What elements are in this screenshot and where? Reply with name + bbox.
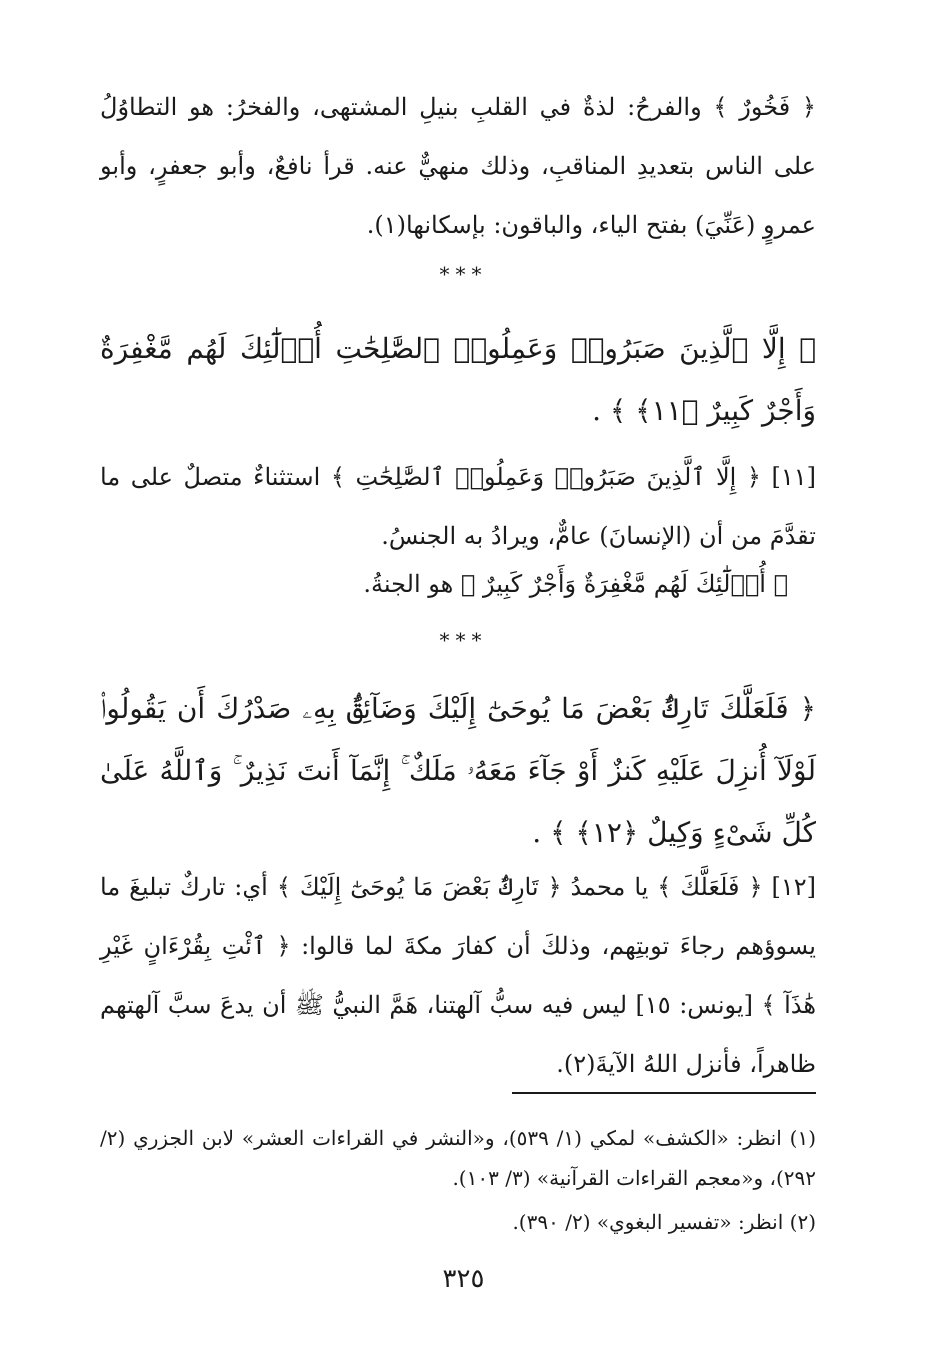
footnote-divider bbox=[512, 1092, 816, 1094]
tafsir-verse-12: [١٢] ﴿ فَلَعَلَّكَ ﴾ يا محمدُ ﴿ تَارِكٌۢ بَعْضَ مَا يُوحَىٰٓ إِلَيْكَ ﴾ أي: تاركٌ تبليغَ ما يسوؤهم رجاءَ توبتِهم، وذلكَ أن كفارَ مكةَ لما قالوا: ﴿ ٱئْتِ بِقُرْءَانٍ غَيْرِ هَٰذَآ ﴾ [يونس: ١٥] ليس فيه سبُّ آلهتنا، هَمَّ النبيُّ ﷺ أن يدعَ سبَّ آلهتهم ظاهراً، فأنزل اللهُ الآيةَ(٢). bbox=[100, 873, 816, 1078]
tafsir-verse-11: [١١] ﴿ إِلَّا ٱلَّذِينَ صَبَرُوا۟ وَعَمِلُوا۟ ٱلصَّٰلِحَٰتِ ﴾ استثناءٌ متصلٌ على ما تقدَّمَ من أن (الإنسانَ) عامٌّ، ويرادُ به الجنسُ. bbox=[100, 463, 816, 550]
quran-verse-12: ﴿ فَلَعَلَّكَ تَارِكٌۢ بَعْضَ مَا يُوحَىٰٓ إِلَيْكَ وَضَآئِقٌۢ بِهِۦ صَدْرُكَ أَن يَقُولُوا۟ لَوْلَآ أُنزِلَ عَلَيْهِ كَنزٌ أَوْ جَآءَ مَعَهُۥ مَلَكٌ ۚ إِنَّمَآ أَنتَ نَذِيرٌ ۚ وَٱللَّهُ عَلَىٰ كُلِّ شَىْءٍ وَكِيلٌ ﴿١٢﴾ ﴾ . bbox=[100, 692, 816, 849]
section-separator: *** bbox=[439, 262, 488, 286]
footnote-1: (١) انظر: «الكشف» لمكي (١/ ٥٣٩)، و«النشر في القراءات العشر» لابن الجزري (٢/ ٢٩٢)، و«معجم القراءات القرآنية» (٣/ ١٠٣). bbox=[100, 1126, 816, 1190]
tafsir-verse-11-cont: ﴿ أُو۟لَٰٓئِكَ لَهُم مَّغْفِرَةٌ وَأَجْرٌ كَبِيرٌ ﴾ هو الجنةُ. bbox=[363, 570, 788, 598]
footnote-2: (٢) انظر: «تفسير البغوي» (٢/ ٣٩٠). bbox=[512, 1210, 816, 1234]
page-number: ٣٢٥ bbox=[442, 1264, 485, 1294]
commentary-paragraph: ﴿ فَخُورٌ ﴾ والفرحُ: لذةٌ في القلبِ بنيلِ المشتهى، والفخرُ: هو التطاوُلُ على الناس بتعديدِ المناقبِ، وذلك منهيٌّ عنه. قرأ نافعٌ، وأبو جعفرٍ، وأبو عمروٍ (عَنِّيَ) بفتح الياء، والباقون: بإسكانها(١). bbox=[100, 93, 816, 239]
quran-verse-11: ﴿ إِلَّا ٱلَّذِينَ صَبَرُوا۟ وَعَمِلُوا۟ ٱلصَّٰلِحَٰتِ أُو۟لَٰٓئِكَ لَهُم مَّغْفِرَةٌ وَأَجْرٌ كَبِيرٌ ﴿١١﴾ ﴾ . bbox=[100, 332, 816, 427]
section-separator: *** bbox=[439, 628, 488, 652]
